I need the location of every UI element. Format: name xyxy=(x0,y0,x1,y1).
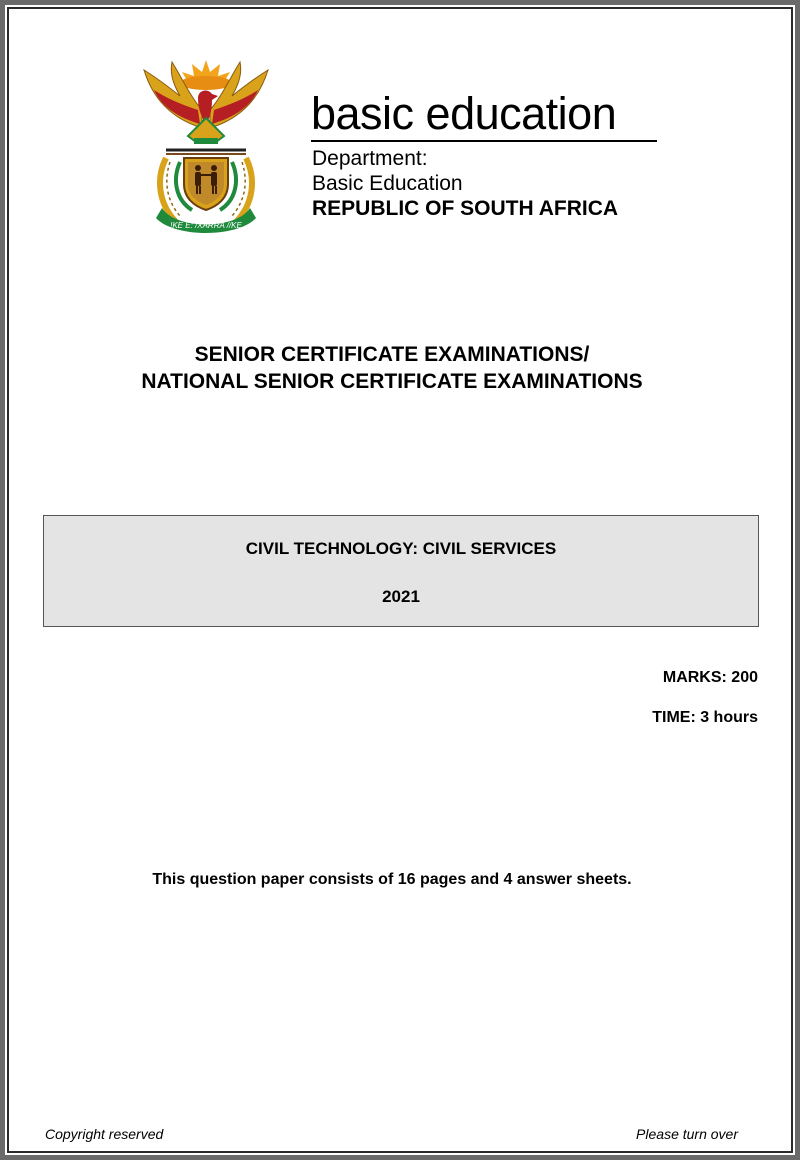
marks-label: MARKS: 200 xyxy=(662,669,758,686)
subject-year: 2021 xyxy=(382,587,420,606)
subject-box xyxy=(43,515,759,627)
coat-of-arms-logo xyxy=(136,58,276,236)
exam-title-line-1: SENIOR CERTIFICATE EXAMINATIONS/ xyxy=(194,343,590,366)
brand-underline xyxy=(311,140,657,142)
country-name: REPUBLIC OF SOUTH AFRICA xyxy=(312,197,619,220)
exam-title-line-2: NATIONAL SENIOR CERTIFICATE EXAMINATIONS xyxy=(141,370,643,393)
sun-icon xyxy=(180,60,232,90)
paper-info: This question paper consists of 16 pages and 4 answer sheets. xyxy=(152,871,632,888)
time-label: TIME: 3 hours xyxy=(652,709,758,726)
brand-wordmark: basic education xyxy=(311,88,617,139)
department-label: Department: xyxy=(312,147,428,170)
footer-turn-over: Please turn over xyxy=(636,1126,738,1142)
subject-name: CIVIL TECHNOLOGY: CIVIL SERVICES xyxy=(245,539,557,558)
department-name: Basic Education xyxy=(312,172,463,195)
coat-motto: !KE E: /XARRA //KE xyxy=(170,221,242,230)
footer-copyright: Copyright reserved xyxy=(45,1126,164,1142)
